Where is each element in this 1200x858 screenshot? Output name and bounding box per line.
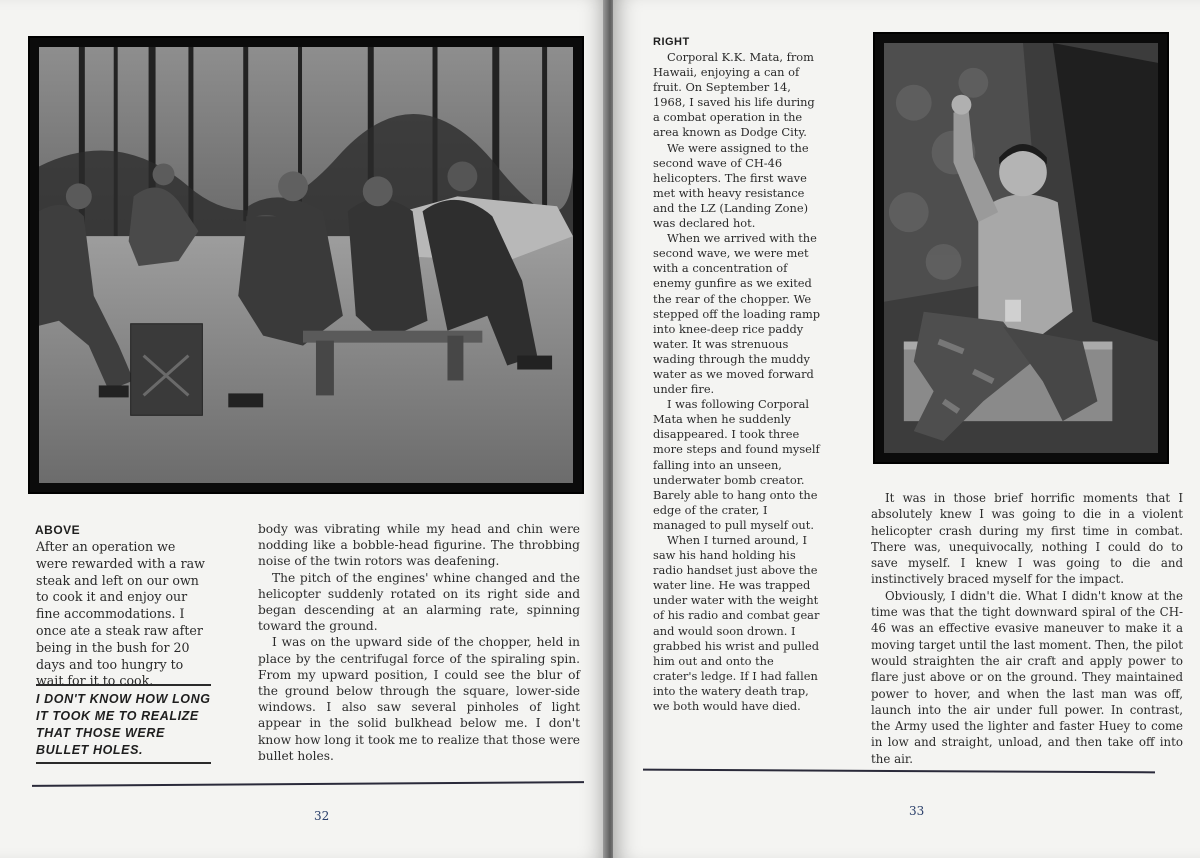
right-column-text	[653, 50, 821, 714]
marines-resting-photo	[28, 36, 584, 494]
corporal-photo-image	[884, 43, 1158, 453]
column-paragraph: Corporal K.K. Mata, from Hawaii, enjoying a can of fruit. On September 14, 1968, I saved his life during a combat operation in the area known as Dodge City.	[653, 50, 815, 140]
corporal-mata-photo	[873, 32, 1169, 464]
page-number-left: 32	[314, 809, 330, 823]
caption-heading-above: ABOVE	[35, 523, 81, 537]
caption-heading-right: RIGHT	[653, 36, 690, 48]
caption-text-above	[36, 539, 208, 690]
footer-rule-left	[32, 781, 584, 787]
column-paragraph: When we arrived with the second wave, we were met with a concentration of enemy gunfire as we exited the rear of the chopper. We stepped off the loading ramp into knee-deep rice paddy water. It was strenuous wading through the muddy water as we moved forward under fire.	[653, 231, 821, 397]
body-paragraph: I was on the upward side of the chopper, held in place by the centrifugal force of the spiraling spin. From my upward position, I could see the blur of the ground below through the square, lower-side windows. I also saw several pinholes of light appear in the solid bulkhead below me. I don't know how long it took me to realize that those were bullet holes.	[258, 635, 580, 763]
right-page	[613, 0, 1200, 858]
column-paragraph: We were assigned to the second wave of CH-46 helicopters. The first wave met with heavy resistance and the LZ (Landing Zone) was declared hot.	[653, 140, 809, 231]
page-number-right: 33	[909, 804, 925, 818]
pull-quote: I DON'T KNOW HOW LONG IT TOOK ME TO REALIZE THAT THOSE WERE BULLET HOLES.	[36, 684, 211, 764]
marines-photo-image	[39, 47, 573, 483]
left-body-text	[258, 521, 580, 764]
body-paragraph: It was in those brief horrific moments that I absolutely knew I was going to die in a violent helicopter crash during my first time in combat. There was, unequivocally, nothing I could do to save myself. I knew I was going to die and instinctively braced myself for the impact.	[871, 491, 1183, 587]
column-paragraph: I was following Corporal Mata when he suddenly disappeared. I took three more steps and found myself falling into an unseen, underwater bomb creator. Barely able to hang onto the edge of the crater, I managed to pull myself out.	[653, 397, 820, 532]
body-paragraph: body was vibrating while my head and chin were nodding like a bobble-head figurine. The throbbing noise of the twin rotors was deafening.	[258, 522, 580, 569]
body-paragraph: Obviously, I didn't die. What I didn't know at the time was that the tight downward spiral of the CH-46 was an effective evasive maneuver to make it a moving target until the last moment. Then, the pilot would straighten the air craft and apply power to flare just above or on the ground. They maintained power to hover, and when the last man was off, launch into the air under full power. In contrast, the Army used the lighter and faster Huey to come in low and straight, unload, and then take off into the air.	[871, 588, 1183, 766]
caption-paragraph: After an operation we were rewarded with a raw steak and left on our own to cook it and enjoy our fine accommodations. I once ate a steak raw after being in the bush for 20 days and too hungry to wait for it to cook.	[36, 539, 205, 689]
right-body-text	[871, 490, 1183, 767]
column-paragraph: When I turned around, I saw his hand holding his radio handset just above the water line. He was trapped under water with the weight of his radio and combat gear and would soon drown. I grabbed his wrist and pulled him out and onto the crater's ledge. If I had fallen into the watery death trap, we both would have died.	[653, 533, 820, 714]
body-paragraph: The pitch of the engines' whine changed and the helicopter suddenly rotated on its right side and began descending at an alarming rate, spinning toward the ground.	[258, 570, 580, 634]
footer-rule-right	[643, 769, 1155, 774]
